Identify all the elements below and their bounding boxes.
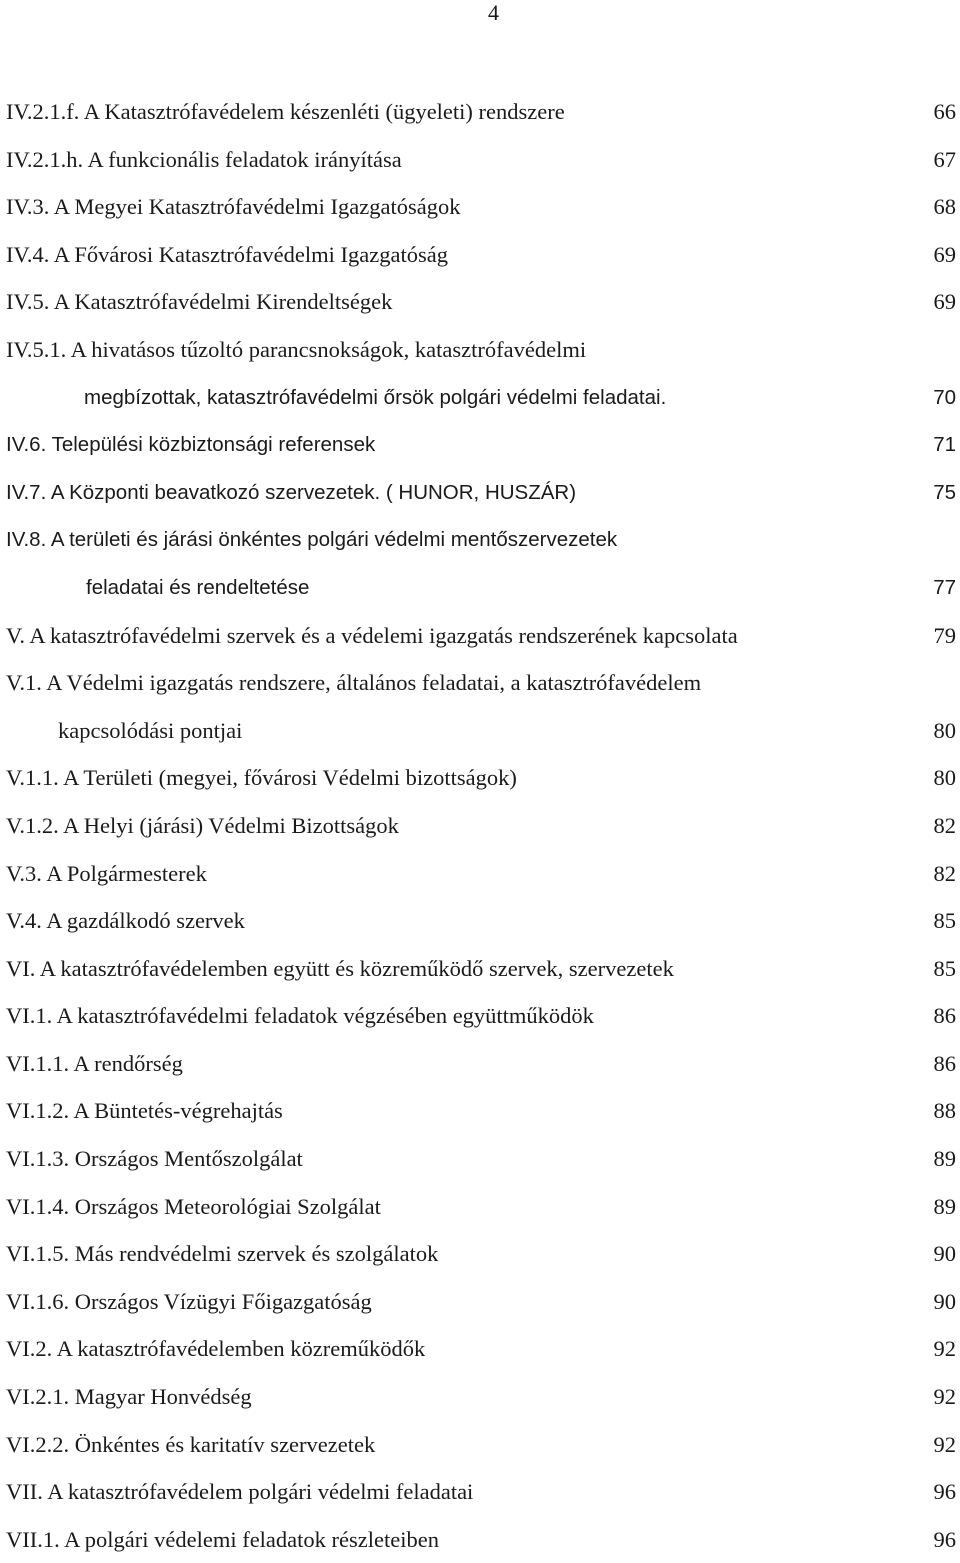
toc-entry-page: 86 <box>933 1050 956 1076</box>
toc-entry-title: megbízottak, katasztrófavédelmi őrsök polgári védelmi feladatai. <box>84 385 667 409</box>
toc-entry-page: 86 <box>933 1003 956 1029</box>
toc-entry <box>0 802 960 850</box>
toc-entry <box>0 421 960 469</box>
toc-entry-title: IV.4. A Fővárosi Katasztrófavédelmi Igazgatóság <box>6 241 448 267</box>
toc-entry-title: VI.1.2. A Büntetés-végrehajtás <box>6 1098 283 1124</box>
toc-entry-title: IV.6. Települési közbiztonsági referensek <box>6 433 376 457</box>
toc-entry <box>0 231 960 279</box>
toc-entry-title: V.1. A Védelmi igazgatás rendszere, általános feladatai, a katasztrófavédelem <box>6 670 702 696</box>
toc-entry <box>0 659 960 707</box>
toc-entry <box>0 612 960 660</box>
toc-entry-page: 75 <box>933 480 956 504</box>
toc-entry-page: 67 <box>933 146 956 172</box>
toc-entry-title: VI.1.4. Országos Meteorológiai Szolgálat <box>6 1193 381 1219</box>
toc-entry-page: 66 <box>933 99 956 124</box>
toc-entry <box>0 469 960 517</box>
toc-entry <box>0 1230 960 1278</box>
toc-entry-page: 68 <box>933 194 956 220</box>
toc-entry <box>0 945 960 993</box>
toc-entry-title: VI.2.1. Magyar Honvédség <box>6 1384 252 1410</box>
toc-entry <box>0 278 960 326</box>
toc-entry-title: VII. A katasztrófavédelem polgári védelmi feladatai <box>6 1479 474 1505</box>
toc-entry-continuation <box>0 374 960 422</box>
table-of-contents <box>0 88 960 1563</box>
toc-entry-title: VI.2. A katasztrófavédelemben közreműködők <box>6 1336 426 1362</box>
toc-entry-title: V. A katasztrófavédelmi szervek és a védelemi igazgatás rendszerének kapcsolata <box>6 622 738 648</box>
toc-entry-page: 89 <box>933 1146 956 1172</box>
toc-entry-title: VI.2.2. Önkéntes és karitatív szervezetek <box>6 1431 376 1457</box>
toc-entry-page: 92 <box>933 1431 956 1457</box>
toc-entry-page: 70 <box>933 385 956 409</box>
toc-entry-page: 77 <box>933 575 956 599</box>
toc-entry-page: 88 <box>933 1098 956 1124</box>
toc-entry-page: 82 <box>933 860 956 886</box>
toc-entry-title: V.3. A Polgármesterek <box>6 860 207 886</box>
toc-entry-page: 79 <box>933 622 956 648</box>
page-number: 4 <box>488 0 499 25</box>
toc-entry-title: VI.1.1. A rendőrség <box>6 1050 183 1076</box>
toc-entry-page: 96 <box>933 1479 956 1505</box>
toc-entry-title: IV.5.1. A hivatásos tűzoltó parancsnokságok, katasztrófavédelmi <box>6 336 587 362</box>
toc-entry-title: V.4. A gazdálkodó szervek <box>6 908 245 934</box>
toc-entry <box>0 516 960 564</box>
toc-entry <box>0 1183 960 1231</box>
toc-entry-page: 71 <box>933 433 956 457</box>
toc-entry <box>0 1325 960 1373</box>
toc-entry <box>0 1468 960 1516</box>
toc-entry-page: 96 <box>933 1526 956 1552</box>
toc-entry <box>0 88 960 136</box>
toc-entry-title: IV.8. A területi és járási önkéntes polgári védelmi mentőszervezetek <box>6 528 618 552</box>
toc-entry <box>0 1516 960 1563</box>
toc-entry <box>0 136 960 184</box>
toc-entry <box>0 850 960 898</box>
toc-entry-page: 69 <box>933 289 956 315</box>
toc-entry <box>0 1421 960 1469</box>
toc-entry-title: IV.2.1.f. A Katasztrófavédelem készenléti (ügyeleti) rendszere <box>6 99 565 124</box>
toc-entry <box>0 992 960 1040</box>
toc-entry-page: 89 <box>933 1193 956 1219</box>
toc-entry-page: 90 <box>933 1241 956 1267</box>
toc-entry-title: VI.1.6. Országos Vízügyi Főigazgatóság <box>6 1288 372 1314</box>
toc-entry <box>0 897 960 945</box>
toc-entry-page: 82 <box>933 812 956 838</box>
toc-entry-page: 85 <box>933 908 956 934</box>
toc-entry-page: 85 <box>933 955 956 981</box>
toc-entry-page: 92 <box>933 1336 956 1362</box>
toc-entry-title: VI.1. A katasztrófavédelmi feladatok végzésében együttműködök <box>6 1003 594 1029</box>
toc-entry-page: 69 <box>933 241 956 267</box>
toc-entry <box>0 1278 960 1326</box>
toc-entry-page: 80 <box>933 765 956 791</box>
toc-entry <box>0 754 960 802</box>
toc-entry <box>0 1040 960 1088</box>
toc-entry-title: IV.5. A Katasztrófavédelmi Kirendeltségek <box>6 289 393 315</box>
toc-entry-title: kapcsolódási pontjai <box>58 717 243 743</box>
toc-entry-page: 90 <box>933 1288 956 1314</box>
toc-entry-title: V.1.2. A Helyi (járási) Védelmi Bizottságok <box>6 812 399 838</box>
toc-entry-title: IV.3. A Megyei Katasztrófavédelmi Igazgatóságok <box>6 194 461 220</box>
toc-entry <box>0 183 960 231</box>
toc-entry-page: 80 <box>933 717 956 743</box>
toc-entry-title: VI. A katasztrófavédelemben együtt és közreműködő szervek, szervezetek <box>6 955 674 981</box>
toc-entry-page: 92 <box>933 1384 956 1410</box>
toc-entry-title: VII.1. A polgári védelemi feladatok részleteiben <box>6 1526 439 1552</box>
toc-entry-title: IV.2.1.h. A funkcionális feladatok irányítása <box>6 146 402 172</box>
toc-entry-title: VI.1.5. Más rendvédelmi szervek és szolgálatok <box>6 1241 439 1267</box>
toc-entry <box>0 1135 960 1183</box>
toc-entry-title: VI.1.3. Országos Mentőszolgálat <box>6 1146 303 1172</box>
toc-entry <box>0 326 960 374</box>
toc-entry-title: V.1.1. A Területi (megyei, fővárosi Védelmi bizottságok) <box>6 765 517 791</box>
toc-entry-title: feladatai és rendeltetése <box>86 575 310 599</box>
toc-entry-title: IV.7. A Központi beavatkozó szervezetek. ( HUNOR, HUSZÁR) <box>6 480 577 504</box>
toc-entry <box>0 1373 960 1421</box>
toc-entry-continuation <box>0 564 960 612</box>
toc-entry <box>0 1087 960 1135</box>
toc-entry-continuation <box>0 707 960 755</box>
